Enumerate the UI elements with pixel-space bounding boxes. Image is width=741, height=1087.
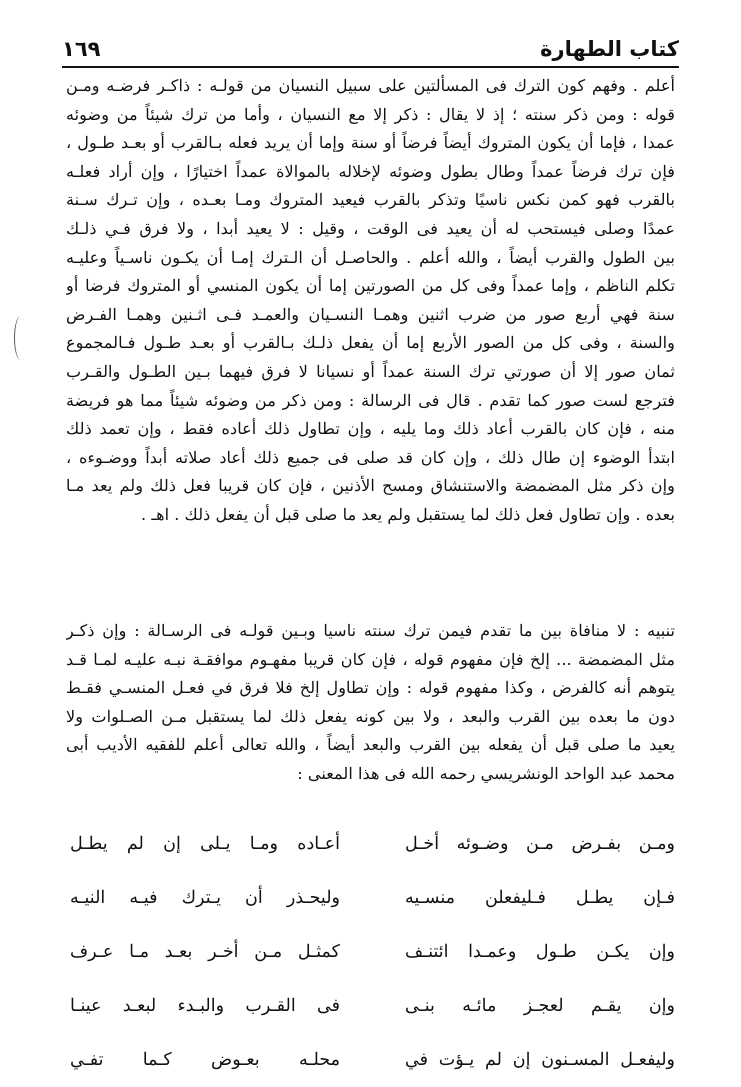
verse-first-hemistich: فـإن يطـل فـليفعلن منسـيه bbox=[405, 888, 675, 908]
note-line: محمد عبد الواحد الونشريسي رحمه الله فى هذا المعنى : bbox=[297, 763, 675, 783]
text-line: فإن ترك فرضاً عمداً وطال بطول وضوئه لإخلاله بالموالاة عمداً اختيارًا ، وإن أراد فعلـه bbox=[66, 161, 675, 181]
main-text bbox=[66, 72, 675, 530]
text-line: فترجع لست صور كما تقدم . قال فى الرسالة : ومن ذكر من وضوئه شيئاً مما هو فريضة bbox=[66, 390, 675, 410]
text-line: عمدًا وصلى فيستحب له أن يعيد فى الوقت ، وقيل : لا يعيد أبدا ، ولا فرق فـي ذلـك bbox=[66, 218, 675, 238]
text-line: بعده . وإن تطاول فعل ذلك لما يستقبل ولم يعد ما صلى قبل أن يفعل ذلك . اهـ . bbox=[141, 504, 675, 524]
note-line: يتوهم أنه كالفرض ، وكذا مفهوم قوله : وإن تطاول إلخ فلا فرق في فعـل المنسـي فقـط bbox=[66, 678, 675, 698]
verse-first-hemistich: وإن يقـم لعجـز مائـه بنـى bbox=[405, 996, 675, 1016]
poem-verse bbox=[70, 871, 675, 925]
poem-verse bbox=[70, 1033, 675, 1087]
book-title: كتاب الطهارة bbox=[540, 37, 679, 61]
text-line: منه ، فإن كان بالقرب أعاد ذلك وما يليه ، وإن تطاول ذلك أعاده فقط ، وإن تعمد ذلك bbox=[66, 419, 675, 439]
text-line: تكلم الناظم ، وإما عمداً وفى كل من الصورتين إما أن يكون المنسي أو المتروك فرضا أو bbox=[66, 276, 675, 296]
note-line: دون ما بعده بين القرب والبعد ، ولا بين كونه يفعل ذلك لما يستقبل مـن الصـلوات ولا bbox=[66, 706, 675, 726]
text-line: سنة فهي أربع صور من ضرب اثنين وهمـا النسـيان والعمـد فـى اثـنين وهمـا الفـرض bbox=[66, 304, 675, 324]
verse-first-hemistich: وإن يكـن طـول وعمـدا ائتنـف bbox=[405, 942, 675, 962]
page-number: ١٦٩ bbox=[62, 37, 101, 61]
note-line: مثل المضمضة ... إلخ فإن مفهوم قوله ، فإن كان قريبا مفهـوم موافقـة نبـه عليـه لمـا قـد bbox=[66, 649, 675, 669]
poem-verse bbox=[70, 925, 675, 979]
verse-second-hemistich: كمثـل مـن أخـر بعـد مـا عـرف bbox=[70, 942, 340, 962]
text-line: بين الطول والقرب أيضاً ، والله أعلم . والحاصـل أن الـترك إمـا أن يكـون ناسـياً وعليـه bbox=[66, 247, 675, 267]
verse-second-hemistich: محلـه بعـوض كـما تفـي bbox=[70, 1050, 340, 1070]
text-line: ابتدأ الوضوء إن طال ذلك ، وإن كان قد صلى فى جميع ذلك أعاد صلاته أبداً ووضـوءه ، bbox=[66, 447, 675, 467]
poem bbox=[70, 817, 675, 1087]
verse-second-hemistich: وليحـذر أن يـترك فيـه النيـه bbox=[70, 888, 340, 908]
text-line: ثمان صور إلا أن صورتي ترك السنة عمداً أو نسيانا لا فرق فيهما بـين الطـول والقـرب bbox=[66, 361, 675, 381]
note-line: يعيد ما صلى قبل أن يفعله بين القرب والبعد أيضاً ، والله تعالى أعلم للفقيه الأديب أبى bbox=[66, 735, 675, 755]
margin-bracket-mark bbox=[14, 316, 27, 360]
text-line: أعلم . وفهم كون الترك فى المسألتين على سبيل النسيان من قولـه : ذاكـر فرضـه ومـن bbox=[66, 76, 675, 95]
poem-verse bbox=[70, 979, 675, 1033]
text-line: قوله : ومن ذكر سنته ؛ إذ لا يقال : ذكر إلا مع النسيان ، وأما من ترك شيئاً من وضوئه bbox=[66, 104, 675, 124]
text-line: بالقرب فهو كمن نكس ناسيًا وتذكر بالقرب فيعيد المتروك ومـا بعـده ، وإن تـرك سـنة bbox=[66, 190, 675, 210]
verse-first-hemistich: ومـن بفـرض مـن وضـوئه أخـل bbox=[405, 834, 675, 854]
note-paragraph bbox=[66, 617, 675, 789]
poem-verse bbox=[70, 817, 675, 871]
text-line: عمدا ، فإما أن يكون المتروك أيضاً فرضاً أو سنة وإما أن يريد فعله بـالقرب أو بعـد طـول ، bbox=[66, 133, 675, 153]
note-line: تنبيه : لا منافاة بين ما تقدم فيمن ترك سنته ناسيا وبـين قولـه فى الرسـالة : وإن ذكـر bbox=[66, 621, 675, 640]
verse-second-hemistich: أعـاده ومـا يـلى إن لم يطـل bbox=[70, 834, 340, 854]
text-line: والسنة ، وفى كل من الصور الأربع إما أن يفعل ذلـك بـالقرب أو بعـد طـول فـالمجموع bbox=[66, 333, 675, 353]
verse-second-hemistich: فى القـرب والبـدء لبعـد عينـا bbox=[70, 996, 340, 1016]
text-line: وإن ذكر مثل المضمضة والاستنشاق ومسح الأذنين ، فإن كان قريبا فعل ذلك ولم يعد مـا bbox=[66, 476, 675, 496]
page-header bbox=[62, 26, 679, 68]
verse-first-hemistich: وليفعـل المسـنون إن لم يـؤت في bbox=[405, 1050, 675, 1070]
